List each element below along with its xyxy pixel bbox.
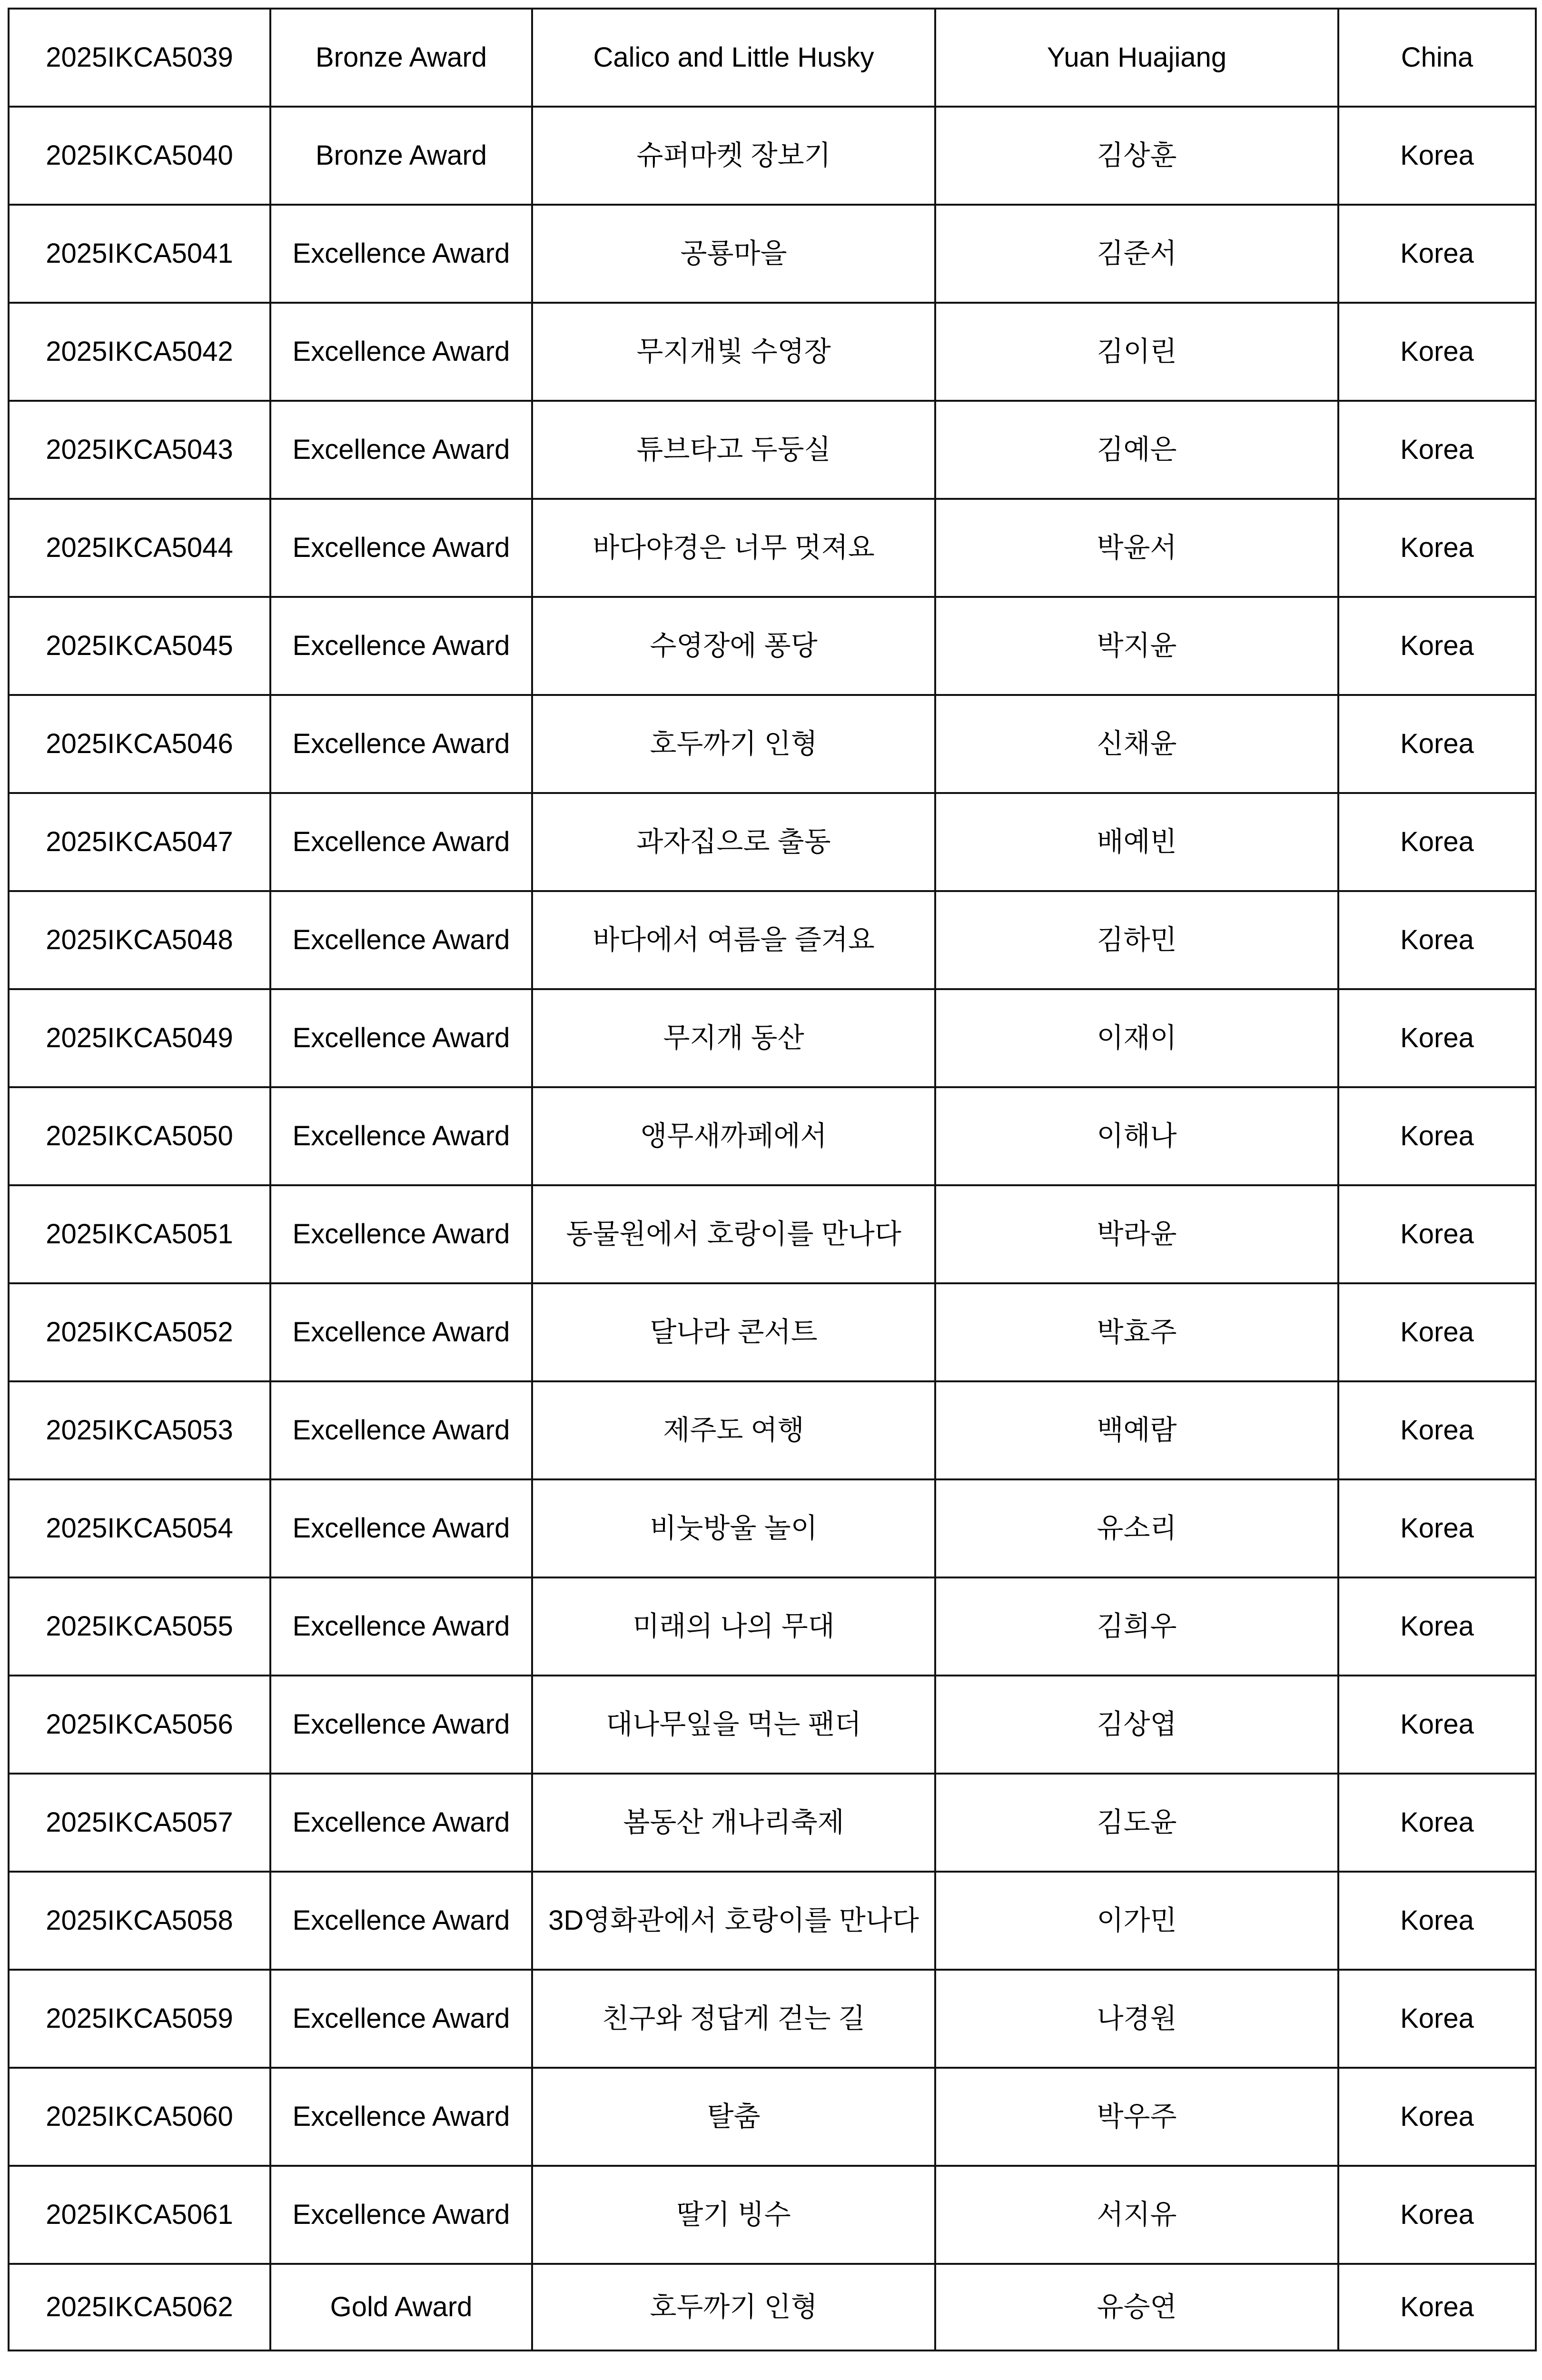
entry-id-cell: 2025IKCA5055 — [9, 1577, 270, 1676]
artwork-title-cell: 친구와 정답게 걷는 길 — [532, 1970, 935, 2068]
table-row — [9, 2264, 1536, 2350]
country-cell: China — [1338, 9, 1536, 107]
country-cell: Korea — [1338, 401, 1536, 499]
table-row — [9, 303, 1536, 401]
entry-id-cell: 2025IKCA5039 — [9, 9, 270, 107]
artwork-title-cell: 미래의 나의 무대 — [532, 1577, 935, 1676]
artist-name-cell: 이재이 — [935, 989, 1338, 1087]
country-cell: Korea — [1338, 1185, 1536, 1283]
award-cell: Excellence Award — [270, 1185, 532, 1283]
country-cell: Korea — [1338, 1774, 1536, 1872]
entry-id-cell: 2025IKCA5040 — [9, 107, 270, 205]
country-cell: Korea — [1338, 2068, 1536, 2166]
artist-name-cell: 박효주 — [935, 1283, 1338, 1381]
table-row — [9, 2068, 1536, 2166]
entry-id-cell: 2025IKCA5047 — [9, 793, 270, 891]
table-row — [9, 597, 1536, 695]
artwork-title-cell: 과자집으로 출동 — [532, 793, 935, 891]
country-cell: Korea — [1338, 107, 1536, 205]
entry-id-cell: 2025IKCA5046 — [9, 695, 270, 793]
table-row — [9, 1479, 1536, 1577]
award-cell: Gold Award — [270, 2264, 532, 2350]
table-row — [9, 793, 1536, 891]
artist-name-cell: 유승연 — [935, 2264, 1338, 2350]
table-row — [9, 107, 1536, 205]
country-cell: Korea — [1338, 1283, 1536, 1381]
artwork-title-cell: 튜브타고 두둥실 — [532, 401, 935, 499]
table-row — [9, 891, 1536, 989]
artist-name-cell: 김희우 — [935, 1577, 1338, 1676]
country-cell: Korea — [1338, 891, 1536, 989]
entry-id-cell: 2025IKCA5053 — [9, 1381, 270, 1479]
entry-id-cell: 2025IKCA5042 — [9, 303, 270, 401]
award-cell: Excellence Award — [270, 1676, 532, 1774]
artist-name-cell: Yuan Huajiang — [935, 9, 1338, 107]
country-cell: Korea — [1338, 695, 1536, 793]
table-row — [9, 2166, 1536, 2264]
artwork-title-cell: 대나무잎을 먹는 팬더 — [532, 1676, 935, 1774]
award-cell: Excellence Award — [270, 989, 532, 1087]
country-cell: Korea — [1338, 1970, 1536, 2068]
artwork-title-cell: 무지개 동산 — [532, 989, 935, 1087]
award-cell: Excellence Award — [270, 2166, 532, 2264]
artist-name-cell: 김준서 — [935, 205, 1338, 303]
artwork-title-cell: 수영장에 퐁당 — [532, 597, 935, 695]
award-cell: Excellence Award — [270, 1577, 532, 1676]
table-row — [9, 695, 1536, 793]
artist-name-cell: 유소리 — [935, 1479, 1338, 1577]
artwork-title-cell: 앵무새까페에서 — [532, 1087, 935, 1185]
artwork-title-cell: 바다야경은 너무 멋져요 — [532, 499, 935, 597]
table-row — [9, 1577, 1536, 1676]
table-row — [9, 499, 1536, 597]
artist-name-cell: 박우주 — [935, 2068, 1338, 2166]
award-cell: Excellence Award — [270, 1087, 532, 1185]
award-cell: Excellence Award — [270, 1283, 532, 1381]
country-cell: Korea — [1338, 2166, 1536, 2264]
country-cell: Korea — [1338, 989, 1536, 1087]
entry-id-cell: 2025IKCA5057 — [9, 1774, 270, 1872]
table-row — [9, 989, 1536, 1087]
entry-id-cell: 2025IKCA5050 — [9, 1087, 270, 1185]
artwork-title-cell: 공룡마을 — [532, 205, 935, 303]
awards-table — [8, 8, 1537, 2351]
table-row — [9, 1283, 1536, 1381]
country-cell: Korea — [1338, 1479, 1536, 1577]
table-row — [9, 1676, 1536, 1774]
entry-id-cell: 2025IKCA5043 — [9, 401, 270, 499]
entry-id-cell: 2025IKCA5041 — [9, 205, 270, 303]
award-cell: Excellence Award — [270, 303, 532, 401]
entry-id-cell: 2025IKCA5048 — [9, 891, 270, 989]
award-cell: Excellence Award — [270, 695, 532, 793]
entry-id-cell: 2025IKCA5045 — [9, 597, 270, 695]
artist-name-cell: 나경원 — [935, 1970, 1338, 2068]
entry-id-cell: 2025IKCA5061 — [9, 2166, 270, 2264]
country-cell: Korea — [1338, 1872, 1536, 1970]
entry-id-cell: 2025IKCA5051 — [9, 1185, 270, 1283]
entry-id-cell: 2025IKCA5056 — [9, 1676, 270, 1774]
artwork-title-cell: Calico and Little Husky — [532, 9, 935, 107]
artist-name-cell: 박라윤 — [935, 1185, 1338, 1283]
artist-name-cell: 이가민 — [935, 1872, 1338, 1970]
country-cell: Korea — [1338, 1087, 1536, 1185]
award-cell: Excellence Award — [270, 1872, 532, 1970]
table-row — [9, 1185, 1536, 1283]
entry-id-cell: 2025IKCA5062 — [9, 2264, 270, 2350]
artwork-title-cell: 슈퍼마켓 장보기 — [532, 107, 935, 205]
artist-name-cell: 백예람 — [935, 1381, 1338, 1479]
artist-name-cell: 김상엽 — [935, 1676, 1338, 1774]
country-cell: Korea — [1338, 499, 1536, 597]
table-row — [9, 1970, 1536, 2068]
artwork-title-cell: 제주도 여행 — [532, 1381, 935, 1479]
artwork-title-cell: 딸기 빙수 — [532, 2166, 935, 2264]
artist-name-cell: 이해나 — [935, 1087, 1338, 1185]
artist-name-cell: 김도윤 — [935, 1774, 1338, 1872]
country-cell: Korea — [1338, 303, 1536, 401]
artwork-title-cell: 비눗방울 놀이 — [532, 1479, 935, 1577]
artwork-title-cell: 무지개빛 수영장 — [532, 303, 935, 401]
entry-id-cell: 2025IKCA5049 — [9, 989, 270, 1087]
artwork-title-cell: 달나라 콘서트 — [532, 1283, 935, 1381]
artwork-title-cell: 봄동산 개나리축제 — [532, 1774, 935, 1872]
country-cell: Korea — [1338, 2264, 1536, 2350]
artwork-title-cell: 호두까기 인형 — [532, 2264, 935, 2350]
award-cell: Excellence Award — [270, 205, 532, 303]
artist-name-cell: 서지유 — [935, 2166, 1338, 2264]
table-row — [9, 9, 1536, 107]
artist-name-cell: 신채윤 — [935, 695, 1338, 793]
artist-name-cell: 김이린 — [935, 303, 1338, 401]
award-cell: Excellence Award — [270, 1970, 532, 2068]
artwork-title-cell: 호두까기 인형 — [532, 695, 935, 793]
award-cell: Excellence Award — [270, 597, 532, 695]
table-row — [9, 1774, 1536, 1872]
award-cell: Excellence Award — [270, 1774, 532, 1872]
artwork-title-cell: 바다에서 여름을 즐겨요 — [532, 891, 935, 989]
country-cell: Korea — [1338, 1577, 1536, 1676]
table-row — [9, 1087, 1536, 1185]
award-cell: Bronze Award — [270, 9, 532, 107]
table-row — [9, 1381, 1536, 1479]
award-cell: Excellence Award — [270, 891, 532, 989]
artist-name-cell: 박지윤 — [935, 597, 1338, 695]
artist-name-cell: 김상훈 — [935, 107, 1338, 205]
table-row — [9, 401, 1536, 499]
country-cell: Korea — [1338, 1676, 1536, 1774]
entry-id-cell: 2025IKCA5058 — [9, 1872, 270, 1970]
award-cell: Excellence Award — [270, 499, 532, 597]
artist-name-cell: 김예은 — [935, 401, 1338, 499]
artwork-title-cell: 동물원에서 호랑이를 만나다 — [532, 1185, 935, 1283]
award-cell: Bronze Award — [270, 107, 532, 205]
awards-table-body — [9, 9, 1536, 2350]
table-row — [9, 205, 1536, 303]
artist-name-cell: 박윤서 — [935, 499, 1338, 597]
country-cell: Korea — [1338, 205, 1536, 303]
country-cell: Korea — [1338, 597, 1536, 695]
artist-name-cell: 배예빈 — [935, 793, 1338, 891]
entry-id-cell: 2025IKCA5052 — [9, 1283, 270, 1381]
award-cell: Excellence Award — [270, 793, 532, 891]
country-cell: Korea — [1338, 793, 1536, 891]
award-cell: Excellence Award — [270, 1381, 532, 1479]
entry-id-cell: 2025IKCA5060 — [9, 2068, 270, 2166]
award-cell: Excellence Award — [270, 401, 532, 499]
artwork-title-cell: 탈춤 — [532, 2068, 935, 2166]
country-cell: Korea — [1338, 1381, 1536, 1479]
artwork-title-cell: 3D영화관에서 호랑이를 만나다 — [532, 1872, 935, 1970]
award-cell: Excellence Award — [270, 1479, 532, 1577]
award-cell: Excellence Award — [270, 2068, 532, 2166]
table-row — [9, 1872, 1536, 1970]
entry-id-cell: 2025IKCA5044 — [9, 499, 270, 597]
artist-name-cell: 김하민 — [935, 891, 1338, 989]
entry-id-cell: 2025IKCA5059 — [9, 1970, 270, 2068]
entry-id-cell: 2025IKCA5054 — [9, 1479, 270, 1577]
